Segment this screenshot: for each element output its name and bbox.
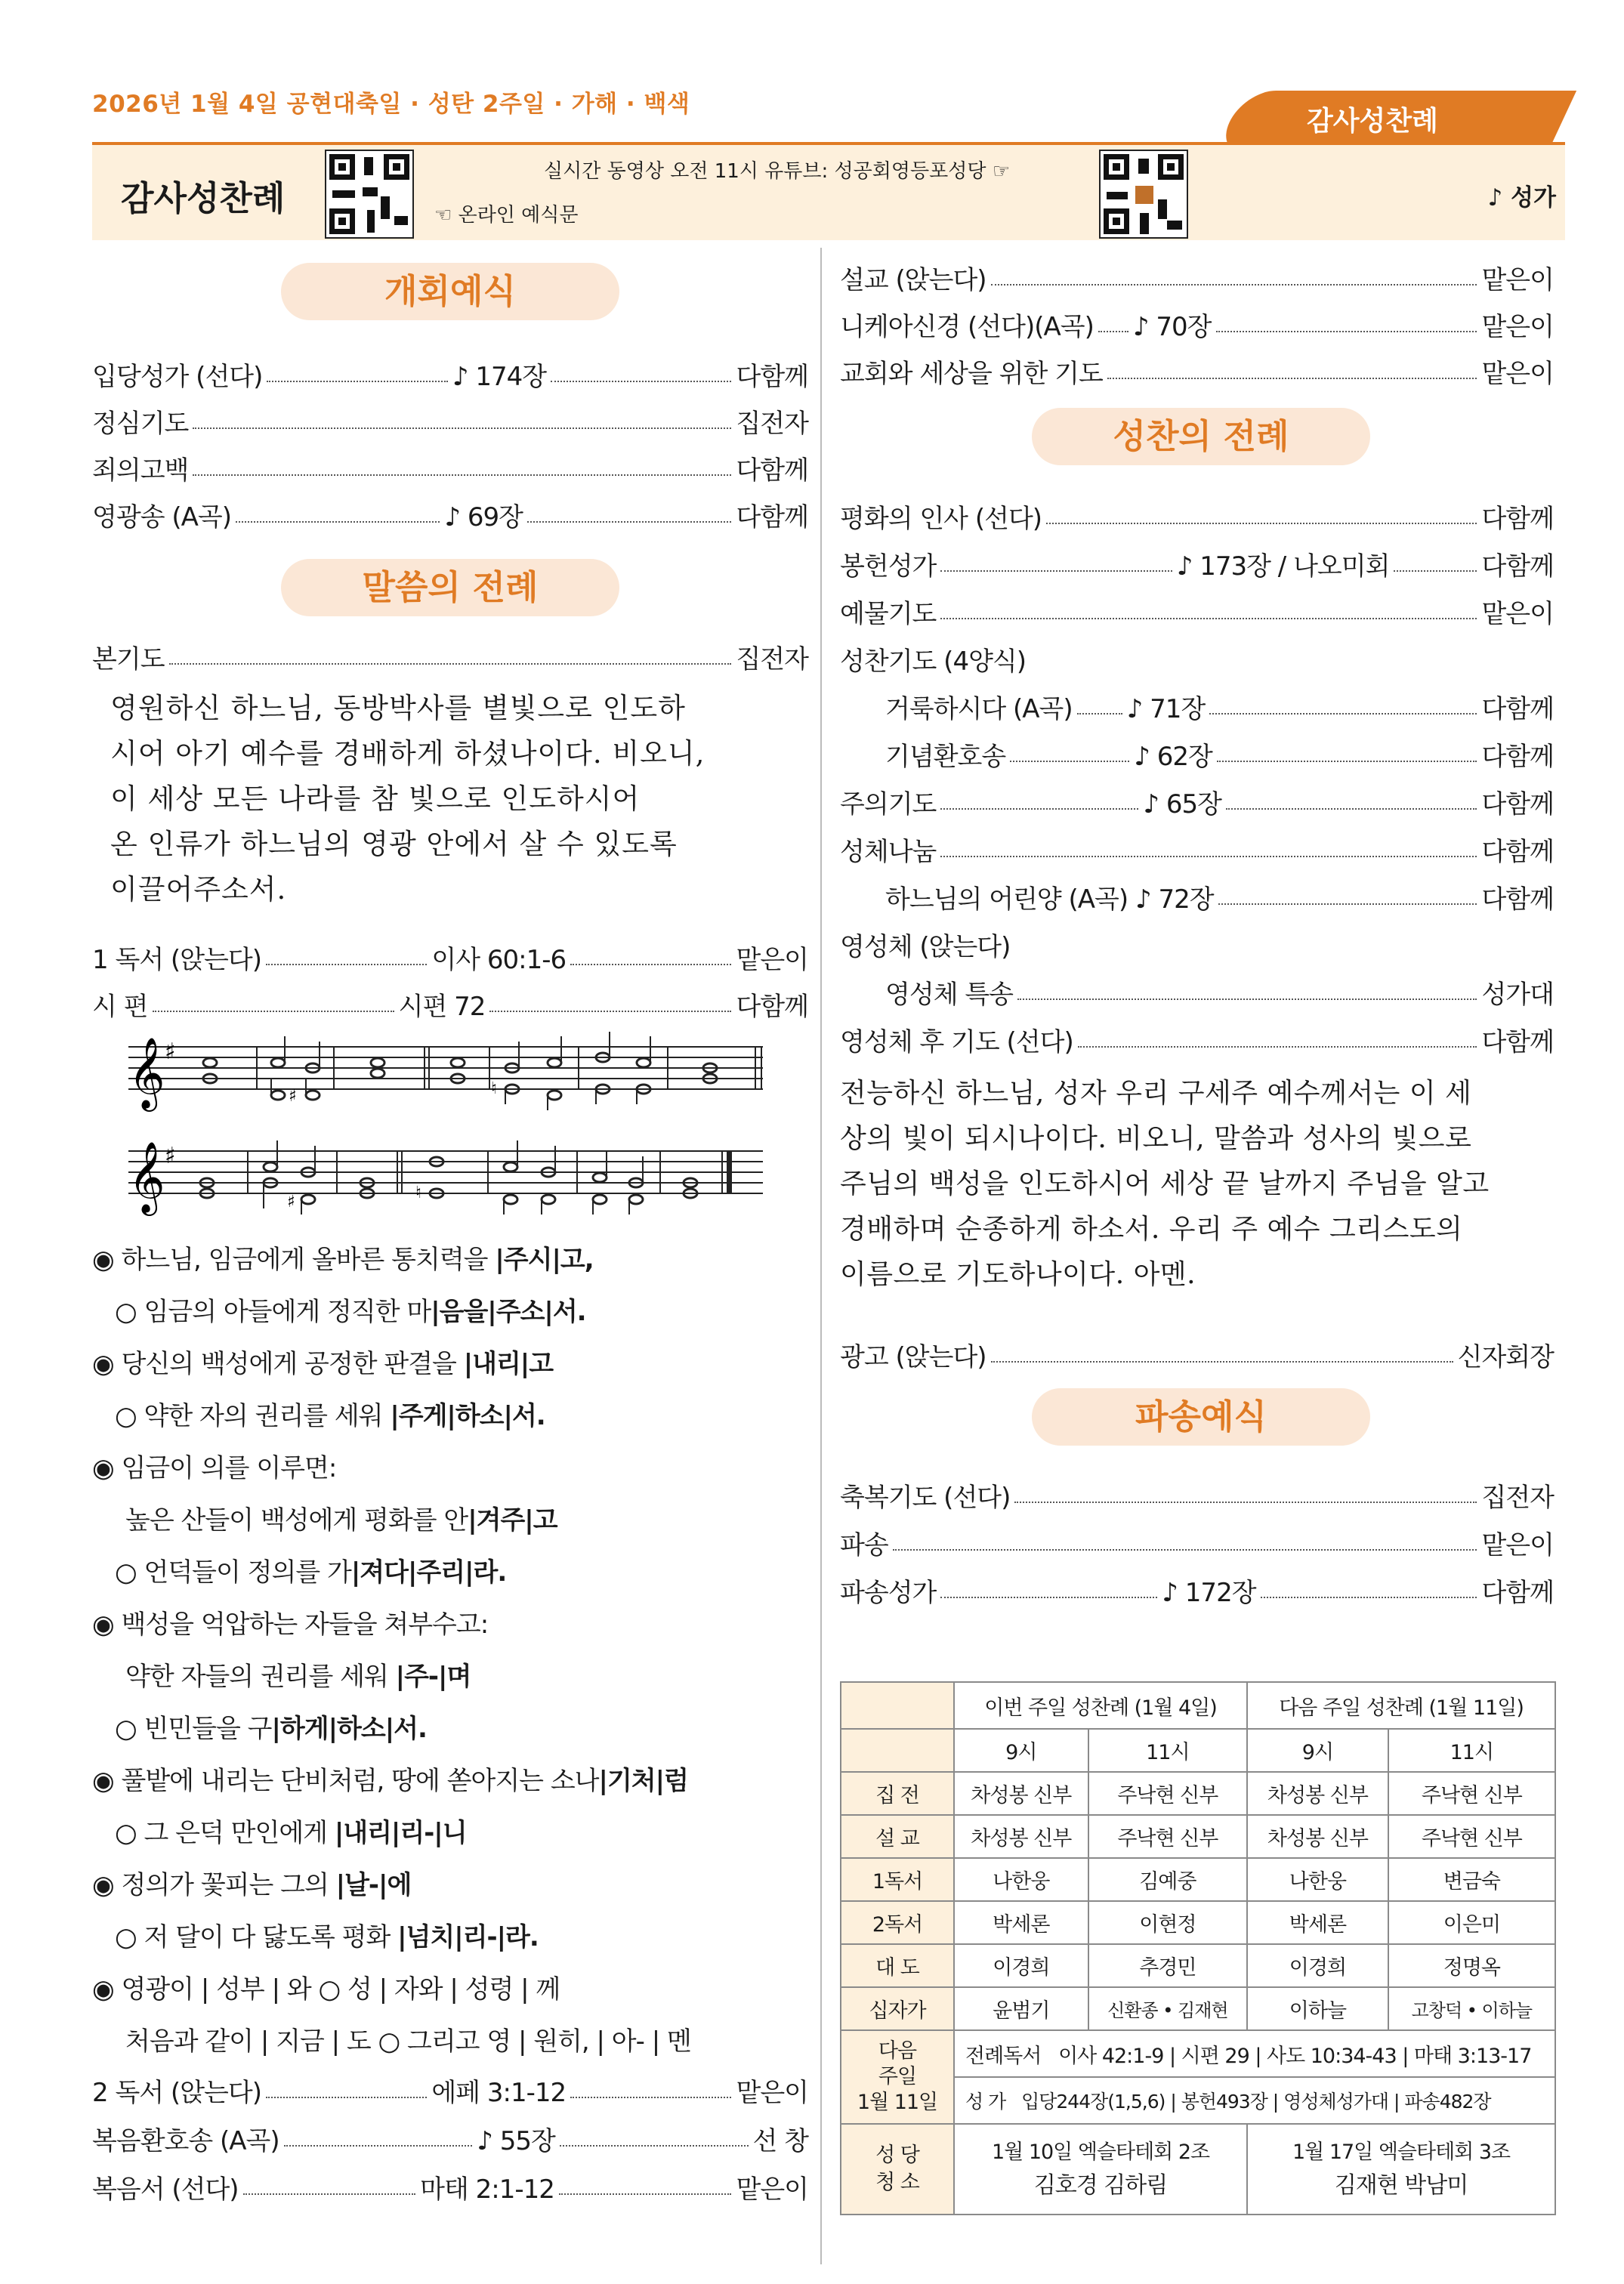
row-label: 거룩하시다 (A곡) [885, 693, 1073, 724]
prayer-line: 이끌어주소서. [110, 873, 287, 906]
table-row [841, 1901, 1555, 1944]
order-row [840, 928, 1554, 960]
row-label: 예물기도 [840, 598, 937, 629]
svg-text:♮: ♮ [415, 1184, 421, 1202]
row-label: 축복기도 (선다) [840, 1482, 1011, 1513]
table-cell: 주낙현 신부 [1088, 1772, 1248, 1815]
prayer-line: 이 세상 모든 나라를 참 빛으로 인도하시어 [110, 782, 641, 815]
table-cell: 주낙현 신부 [1088, 1815, 1248, 1858]
verse-marker: ◉ [92, 1610, 114, 1640]
row-reference: 이사 60:1-6 [431, 944, 567, 975]
row-responsible: 다함께 [736, 455, 808, 486]
table-row [841, 1772, 1555, 1815]
table-row [841, 2124, 1555, 2215]
row-reference: 에페 3:1-12 [431, 2077, 567, 2108]
row-label: 1 독서 (앉는다) [92, 944, 261, 975]
section-liturgy-of-eucharist: 성찬의 전례 [1032, 408, 1370, 465]
verse-text: 정의가 꽃피는 그의 [121, 1870, 336, 1900]
row-responsible: 다함께 [1481, 741, 1554, 772]
row-label: 성찬기도 (4양식) [840, 646, 1027, 677]
cleaning-names: 김재현 박남미 [1334, 2172, 1468, 2199]
order-row [92, 452, 808, 486]
row-label: 복음서 (선다) [92, 2174, 239, 2205]
order-row [840, 548, 1554, 582]
verse-text: 하느님, 임금에게 올바른 통치력을 [121, 1245, 496, 1275]
lectionary-cell [954, 2030, 1555, 2077]
verse-marker: ○ [115, 1297, 137, 1327]
order-row [92, 2122, 808, 2154]
order-row [840, 355, 1554, 387]
row-label: 기념환호송 [885, 741, 1006, 772]
row-responsible: 맡은이 [736, 2174, 809, 2205]
verse-text: 풀밭에 내리는 단비처럼, 땅에 쏟아지는 소나 [121, 1766, 599, 1796]
row-label: 영성체 특송 [885, 979, 1014, 1010]
section-dismissal-rite: 파송예식 [1032, 1388, 1370, 1446]
order-row [92, 2171, 809, 2205]
time-cell: 9시 [954, 1729, 1088, 1772]
psalm-verse [125, 1499, 557, 1536]
verse-marker: ○ [115, 1714, 137, 1744]
table-cell: 이현정 [1088, 1901, 1248, 1944]
row-label: 영성체 후 기도 (선다) [840, 1026, 1073, 1057]
collect-prayer [110, 686, 705, 912]
verse-marker: ○ [115, 1818, 137, 1848]
online-liturgy-link[interactable]: ☜ 온라인 예식문 [434, 204, 579, 227]
time-cell: 11시 [1388, 1729, 1555, 1772]
order-row [92, 358, 808, 390]
row-label: 교회와 세상을 위한 기도 [840, 358, 1103, 389]
row-responsible: 다함께 [1481, 693, 1554, 724]
row-label: 성체나눔 [840, 836, 937, 867]
row-responsible: 다함께 [1481, 503, 1554, 534]
row-responsible: 다함께 [736, 991, 808, 1022]
row-responsible: 성가대 [1481, 979, 1554, 1010]
verse-marker: ○ [115, 1922, 137, 1952]
table-cell: 정명옥 [1388, 1944, 1555, 1987]
row-label: 시 편 [92, 991, 148, 1022]
verse-marker: ◉ [92, 1766, 114, 1796]
row-responsible: 맡은이 [736, 944, 809, 975]
prayer-line: 전능하신 하느님, 성자 우리 구세주 예수께서는 이 세 [840, 1078, 1472, 1109]
order-row [92, 640, 808, 672]
table-cell: 이은미 [1388, 1901, 1555, 1944]
row-hymn: ♪ 55장 [477, 2125, 555, 2156]
order-row [92, 941, 808, 973]
next-week-header: 다음 주일 성찬례 (1월 11일) [1247, 1682, 1555, 1729]
psalm-verse [92, 1760, 688, 1797]
table-row [841, 2030, 1555, 2077]
verse-text: 저 달이 다 닳도록 평화 [144, 1922, 398, 1952]
row-label: 죄의고백 [92, 455, 189, 486]
psalm-tone-staff-2 [128, 1133, 770, 1220]
order-row [840, 1526, 1554, 1558]
row-hymn: ♪ 69장 [444, 502, 523, 532]
verse-text: 언덕들이 정의를 가 [144, 1557, 351, 1588]
order-row [840, 833, 1554, 865]
table-cell: 윤범기 [954, 1987, 1088, 2030]
psalm-verse [115, 1395, 545, 1432]
column-divider [820, 248, 822, 2264]
cleaning-title: 1월 17일 엑슬타테회 3조 [1292, 2140, 1511, 2164]
row-hymn: ♪ 70장 [1132, 311, 1212, 342]
row-responsible: 선 창 [752, 2125, 809, 2156]
cleaning-cell [954, 2124, 1247, 2215]
order-row [92, 2074, 808, 2106]
verse-pointing: |져다|주리|라. [350, 1557, 507, 1588]
row-label: 봉헌성가 [840, 551, 937, 582]
verse-text: 당신의 백성에게 공정한 판결을 [121, 1349, 464, 1379]
table-cell: 박세론 [954, 1901, 1088, 1944]
verse-text: 높은 산들이 백성에게 평화를 안 [125, 1505, 468, 1536]
next-hymns-cell [954, 2077, 1555, 2124]
row-label: 하느님의 어린양 (A곡) ♪ 72장 [885, 884, 1214, 915]
svg-text:♯: ♯ [165, 1039, 176, 1065]
order-row [840, 1023, 1554, 1055]
psalm-verse [125, 1656, 471, 1693]
psalm-verse [115, 1291, 586, 1328]
table-cell: 이경희 [1247, 1944, 1388, 1987]
order-row [840, 308, 1554, 340]
row-hymn: ♪ 172장 [1162, 1577, 1256, 1608]
order-row [885, 881, 1554, 915]
role-cell: 집 전 [841, 1772, 954, 1815]
order-row [92, 498, 808, 530]
row-responsible: 다함께 [1481, 551, 1554, 582]
svg-text:𝄞: 𝄞 [128, 1141, 165, 1213]
row-responsible: 다함께 [1481, 836, 1554, 867]
live-stream-info: 실시간 동영상 오전 11시 유튜브: 성공회영등포성당 ☞ [544, 160, 1011, 183]
order-row [885, 690, 1554, 722]
row-responsible: 신자회장 [1457, 1341, 1554, 1372]
row-responsible: 다함께 [736, 502, 808, 532]
verse-pointing: |날-|에 [335, 1870, 412, 1900]
psalm-verse [92, 1603, 488, 1640]
svg-text:𝄞: 𝄞 [128, 1037, 165, 1109]
table-corner-cell [841, 1682, 954, 1729]
next-sunday-cell: 다음 주일 1월 11일 [841, 2030, 954, 2124]
lectionary-text: 이사 42:1-9 | 시편 29 | 사도 10:34-43 | 마태 3:13-17 [1058, 2044, 1532, 2068]
verse-text: 백성을 억압하는 자들을 쳐부수고: [121, 1610, 489, 1640]
table-row [841, 1858, 1555, 1901]
order-row [840, 643, 1554, 677]
table-cell: 차성봉 신부 [954, 1815, 1088, 1858]
row-responsible: 다함께 [736, 361, 809, 392]
svg-text:♯: ♯ [289, 1087, 297, 1106]
cleaning-label-cell: 성 당 청 소 [841, 2124, 954, 2215]
row-hymn: ♪ 71장 [1126, 693, 1206, 724]
role-cell: 2독서 [841, 1901, 954, 1944]
table-row [841, 1682, 1555, 1729]
verse-text: 영광이 | 성부 | 와 ○ 성 | 자와 | 성령 | 께 [121, 1974, 560, 2005]
row-label: 주의기도 [840, 789, 937, 819]
role-cell: 설 교 [841, 1815, 954, 1858]
svg-text:♮: ♮ [491, 1079, 497, 1098]
verse-marker: ◉ [92, 1974, 114, 2005]
row-label: 파송 [840, 1529, 888, 1560]
psalm-verse [92, 1343, 553, 1380]
row-label: 2 독서 (앉는다) [92, 2077, 261, 2108]
verse-pointing: |주시|고, [495, 1245, 594, 1275]
table-cell: 차성봉 신부 [954, 1772, 1088, 1815]
row-responsible: 맡은이 [1481, 264, 1554, 295]
row-responsible: 다함께 [1481, 789, 1554, 819]
table-cell: 박세론 [1247, 1901, 1388, 1944]
row-responsible: 맡은이 [1481, 358, 1554, 389]
psalm-verse [115, 1551, 506, 1588]
order-row [840, 1574, 1554, 1606]
svg-text:♯: ♯ [287, 1193, 295, 1211]
order-row [840, 500, 1554, 532]
verse-pointing: |주게|하소|서. [390, 1401, 545, 1431]
row-responsible: 집전자 [736, 644, 808, 674]
row-responsible: 맡은이 [736, 2077, 809, 2108]
prayer-line: 시어 아기 예수를 경배하게 하셨나이다. 비오니, [110, 737, 705, 770]
verse-pointing: |하게|하소|서. [271, 1714, 427, 1744]
verse-marker: ○ [115, 1401, 137, 1431]
row-hymn: ♪ 65장 [1143, 789, 1222, 819]
row-label: 영성체 (앉는다) [840, 931, 1011, 962]
table-row [841, 1987, 1555, 2030]
verse-text: 임금이 의를 이루면: [121, 1453, 337, 1483]
table-cell: 이경희 [954, 1944, 1088, 1987]
role-cell: 1독서 [841, 1858, 954, 1901]
order-row [92, 405, 808, 437]
row-label: 파송성가 [840, 1577, 937, 1608]
page-title: 감사성찬례 [121, 178, 286, 218]
row-responsible: 집전자 [736, 408, 808, 439]
table-cell: 신환종 • 김재현 [1088, 1987, 1248, 2030]
hymns-label: 성 가 [965, 2091, 1006, 2113]
verse-text: 약한 자들의 권리를 세워 [125, 1662, 396, 1692]
table-cell: 차성봉 신부 [1247, 1772, 1388, 1815]
order-row [840, 261, 1554, 293]
this-week-header: 이번 주일 성찬례 (1월 4일) [954, 1682, 1247, 1729]
table-cell: 추경민 [1088, 1944, 1248, 1987]
prayer-line: 이름으로 기도하나이다. 아멘. [840, 1259, 1196, 1290]
row-label: 영광송 (A곡) [92, 502, 231, 532]
prayer-line: 온 인류가 하느님의 영광 안에서 살 수 있도록 [110, 828, 678, 860]
order-row [92, 988, 808, 1020]
hymns-text: 입당244장(1,5,6) | 봉헌493장 | 영성체성가대 | 파송482장 [1021, 2091, 1491, 2113]
cleaning-title: 1월 10일 엑슬타테회 2조 [991, 2140, 1210, 2164]
psalm-verse [92, 1968, 560, 2005]
row-label: 정심기도 [92, 408, 189, 439]
table-cell: 나한웅 [1247, 1858, 1388, 1901]
verse-text: 임금의 아들에게 정직한 마 [144, 1297, 431, 1327]
verse-marker: ◉ [92, 1245, 114, 1275]
svg-text:♯: ♯ [165, 1143, 176, 1169]
verse-pointing: |넘치|리-|라. [397, 1922, 539, 1952]
psalm-verse [115, 1812, 467, 1849]
row-label: 설교 (앉는다) [840, 264, 986, 295]
row-label: 복음환호송 (A곡) [92, 2125, 279, 2156]
row-hymn: ♪ 173장 / 나오미회 [1176, 551, 1390, 582]
role-cell: 대 도 [841, 1944, 954, 1987]
verse-pointing: |기처|럼 [598, 1766, 688, 1796]
prayer-line: 영원하신 하느님, 동방박사를 별빛으로 인도하 [110, 692, 686, 724]
prayer-line: 주님의 백성을 인도하시어 세상 끝 날까지 주님을 알고 [840, 1168, 1490, 1199]
table-row [841, 1944, 1555, 1987]
cleaning-names: 김호경 김하림 [1033, 2172, 1168, 2199]
table-cell: 주낙현 신부 [1388, 1772, 1555, 1815]
row-responsible: 맡은이 [1481, 311, 1554, 342]
post-communion-prayer [840, 1071, 1490, 1298]
role-cell: 십자가 [841, 1987, 954, 2030]
psalm-verse [115, 1708, 427, 1745]
row-label: 니케아신경 (선다)(A곡) [840, 311, 1094, 342]
verse-marker: ◉ [92, 1453, 114, 1483]
verse-pointing: |겨주|고 [468, 1505, 557, 1536]
table-cell: 고창덕 • 이하늘 [1388, 1987, 1555, 2030]
order-row [840, 1479, 1554, 1511]
row-hymn: ♪ 174장 [452, 361, 547, 392]
prayer-line: 경배하며 순종하게 하소서. 우리 주 예수 그리스도의 [840, 1214, 1463, 1245]
order-row [840, 1338, 1554, 1370]
qr-code-icon[interactable] [325, 150, 414, 239]
table-corner-cell [841, 1729, 954, 1772]
psalm-verse [115, 1916, 539, 1953]
verse-pointing: |주-|며 [395, 1662, 471, 1692]
cleaning-cell [1247, 2124, 1555, 2215]
prayer-line: 상의 빛이 되시나이다. 비오니, 말씀과 성사의 빛으로 [840, 1123, 1472, 1154]
section-liturgy-of-word: 말씀의 전례 [281, 559, 619, 616]
hymn-column-label: ♪ 성가 [1487, 184, 1556, 211]
corner-tab-label: 감사성찬례 [1307, 106, 1438, 137]
row-responsible: 맡은이 [1481, 1529, 1554, 1560]
row-responsible: 다함께 [1481, 1026, 1554, 1057]
service-date-line: 2026년 1월 4일 공현대축일 · 성탄 2주일 · 가해 · 백색 [92, 91, 690, 118]
verse-marker: ◉ [92, 1349, 114, 1379]
table-row [841, 1729, 1555, 1772]
row-label: 입당성가 (선다) [92, 361, 263, 392]
time-cell: 9시 [1247, 1729, 1388, 1772]
table-row [841, 1815, 1555, 1858]
verse-pointing: |음을|주소|서. [431, 1297, 586, 1327]
psalm-tone-staff-1 [128, 1029, 770, 1116]
psalm-verse [92, 1239, 594, 1276]
table-cell: 변금숙 [1388, 1858, 1555, 1901]
section-opening-rite: 개회예식 [281, 263, 619, 320]
table-cell: 차성봉 신부 [1247, 1815, 1388, 1858]
order-row [840, 595, 1554, 627]
verse-text: 그 은덕 만인에게 [144, 1818, 335, 1848]
row-responsible: 집전자 [1481, 1482, 1554, 1513]
table-cell: 김예중 [1088, 1858, 1248, 1901]
verse-pointing: |내리|고 [463, 1349, 554, 1379]
psalm-verse [92, 1864, 411, 1901]
verse-marker: ○ [115, 1557, 137, 1588]
table-cell: 이하늘 [1247, 1987, 1388, 2030]
order-row [885, 976, 1554, 1008]
table-cell: 주낙현 신부 [1388, 1815, 1555, 1858]
row-responsible: 다함께 [1481, 884, 1554, 915]
time-cell: 11시 [1088, 1729, 1248, 1772]
order-row [840, 786, 1554, 817]
verse-text: 처음과 같이 | 지금 | 도 ○ 그리고 영 | 원히, | 아- | 멘 [125, 2026, 691, 2057]
verse-pointing: |내리|리-|니 [334, 1818, 467, 1848]
table-cell: 나한웅 [954, 1858, 1088, 1901]
psalm-verse [125, 2020, 691, 2057]
row-label: 평화의 인사 (선다) [840, 503, 1042, 534]
verse-text: 약한 자의 권리를 세워 [144, 1401, 391, 1431]
order-row [885, 738, 1554, 770]
ministry-schedule-table [840, 1681, 1556, 2215]
verse-marker: ◉ [92, 1870, 114, 1900]
row-label: 본기도 [92, 644, 165, 674]
row-hymn: ♪ 62장 [1134, 741, 1212, 772]
row-responsible: 다함께 [1481, 1577, 1554, 1608]
lectionary-label: 전례독서 [965, 2044, 1042, 2068]
verse-text: 빈민들을 구 [144, 1714, 272, 1744]
row-reference: 시편 72 [398, 991, 486, 1022]
qr-code-icon[interactable] [1099, 150, 1188, 239]
row-label: 광고 (앉는다) [840, 1341, 986, 1372]
row-responsible: 맡은이 [1481, 598, 1554, 629]
psalm-verse [92, 1447, 336, 1484]
row-reference: 마태 2:1-12 [420, 2174, 554, 2205]
